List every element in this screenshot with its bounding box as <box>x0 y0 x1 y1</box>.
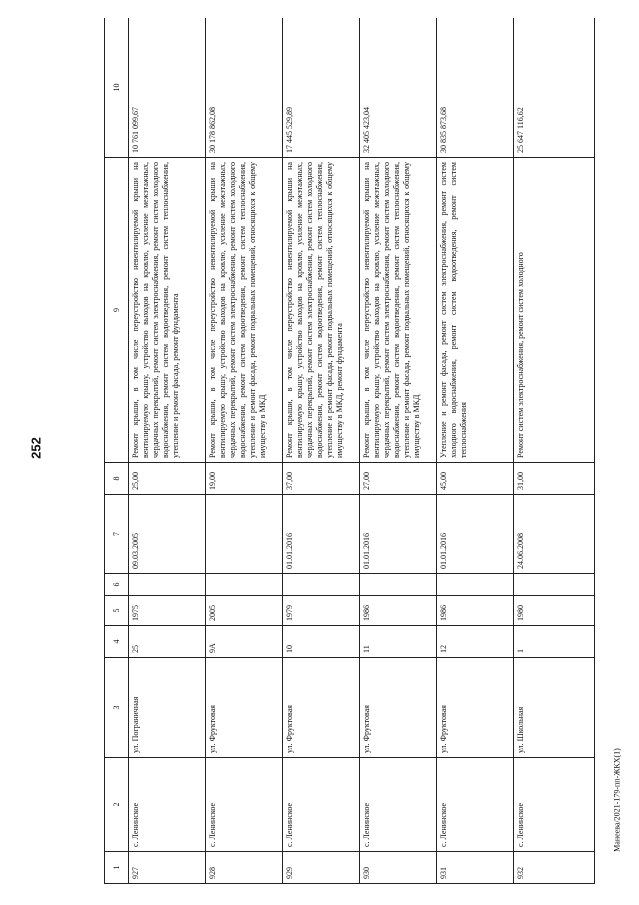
house-cell: 10 <box>283 626 360 658</box>
house-cell: 12 <box>437 626 514 658</box>
header-cell: 7 <box>105 495 129 574</box>
table-row <box>129 18 206 884</box>
header-cell: 9 <box>105 158 129 463</box>
header-cell: 5 <box>105 596 129 626</box>
empty-cell <box>129 574 206 596</box>
works-cell: Утепление и ремонт фасада, ремонт систем электроснабжения, ремонт систем холодного водоснабжения, ремонт систем водоотведения, ремонт систем теплоснабжения <box>437 158 514 463</box>
house-cell: 25 <box>129 626 206 658</box>
date-cell: 01.01.2016 <box>437 495 514 574</box>
cost-cell: 10 761 099,67 <box>129 18 206 158</box>
header-row <box>105 18 129 884</box>
year-cell: 1980 <box>514 596 595 626</box>
header-cell: 6 <box>105 574 129 596</box>
wear-percent-cell: 45,00 <box>437 463 514 495</box>
header-cell: 1 <box>105 852 129 884</box>
header-cell: 3 <box>105 658 129 758</box>
document-footer: Манеева/2021-179-пп-ЖКХ(1) <box>612 748 622 852</box>
empty-cell <box>437 574 514 596</box>
row-number: 927 <box>129 852 206 884</box>
row-number: 932 <box>514 852 595 884</box>
cost-cell: 25 647 116,62 <box>514 18 595 158</box>
row-number: 928 <box>206 852 283 884</box>
rotated-table-wrapper <box>104 18 595 884</box>
empty-cell <box>514 574 595 596</box>
date-cell <box>206 495 283 574</box>
locality-cell: с. Ленинское <box>206 758 283 852</box>
house-cell: 9А <box>206 626 283 658</box>
date-cell: 09.03.2005 <box>129 495 206 574</box>
works-cell: Ремонт крыши, в том числе переустройство невентилируемой крыши на вентилируемую крышу, устройство выходов на кровлю, усиление межэтажных, чердачных перекрытий, ремонт систем электроснабжения, ремонт систем холодного водоснабжения, ремонт систем водоотведения, ремонт систем теплоснабжения, утепление и ремонт фасада, ремонт фундамента <box>129 158 206 463</box>
table-row <box>437 18 514 884</box>
table-row <box>514 18 595 884</box>
wear-percent-cell: 37,00 <box>283 463 360 495</box>
street-cell: ул. Фруктовая <box>206 658 283 758</box>
wear-percent-cell: 31,00 <box>514 463 595 495</box>
street-cell: ул. Школьная <box>514 658 595 758</box>
locality-cell: с. Ленинское <box>360 758 437 852</box>
table-row <box>283 18 360 884</box>
cost-cell: 32 405 423,04 <box>360 18 437 158</box>
year-cell: 2005 <box>206 596 283 626</box>
year-cell: 1979 <box>283 596 360 626</box>
wear-percent-cell: 25,00 <box>129 463 206 495</box>
table-row <box>206 18 283 884</box>
year-cell: 1986 <box>360 596 437 626</box>
works-cell: Ремонт крыши, в том числе переустройство невентилируемой крыши на вентилируемую крышу, устройство выходов на кровлю, усиление межэтажных, чердачных перекрытий, ремонт систем электроснабжения, ремонт систем холодного водоснабжения, ремонт систем водоотведения, ремонт систем теплоснабжения, утепление и ремонт фасада, ремонт подвальных помещений, относящихся к общему имуществу в МКД <box>360 158 437 463</box>
year-cell: 1986 <box>437 596 514 626</box>
row-number: 931 <box>437 852 514 884</box>
locality-cell: с. Ленинское <box>514 758 595 852</box>
street-cell: ул. Фруктовая <box>360 658 437 758</box>
repair-program-table <box>104 18 595 884</box>
locality-cell: с. Ленинское <box>437 758 514 852</box>
works-cell: Ремонт систем электроснабжения, ремонт систем холодного <box>514 158 595 463</box>
locality-cell: с. Ленинское <box>283 758 360 852</box>
date-cell: 24.06.2008 <box>514 495 595 574</box>
row-number: 929 <box>283 852 360 884</box>
empty-cell <box>206 574 283 596</box>
header-cell: 10 <box>105 18 129 158</box>
year-cell: 1975 <box>129 596 206 626</box>
row-number: 930 <box>360 852 437 884</box>
house-cell: 11 <box>360 626 437 658</box>
table-viewport <box>104 18 595 884</box>
empty-cell <box>360 574 437 596</box>
wear-percent-cell: 19,00 <box>206 463 283 495</box>
locality-cell: с. Ленинское <box>129 758 206 852</box>
header-cell: 2 <box>105 758 129 852</box>
header-cell: 4 <box>105 626 129 658</box>
street-cell: ул. Фруктовая <box>283 658 360 758</box>
works-cell: Ремонт крыши, в том числе переустройство невентилируемой крыши на вентилируемую крышу, устройство выходов на кровлю, усиление межэтажных, чердачных перекрытий, ремонт систем электроснабжения, ремонт систем холодного водоснабжения, ремонт систем водоотведения, ремонт систем теплоснабжения, утепление и ремонт фасада, ремонт подвальных помещений, относящихся к общему имуществу в МКД <box>206 158 283 463</box>
date-cell: 01.01.2016 <box>360 495 437 574</box>
empty-cell <box>283 574 360 596</box>
works-cell: Ремонт крыши, в том числе переустройство невентилируемой крыши на вентилируемую крышу, устройство выходов на кровлю, усиление межэтажных, чердачных перекрытий, ремонт систем электроснабжения, ремонт систем холодного водоснабжения, ремонт систем водоотведения, ремонт систем теплоснабжения, утепление и ремонт фасада, ремонт подвальных помещений, относящихся к общему имуществу в МКД, ремонт фундамента <box>283 158 360 463</box>
page-number: 252 <box>28 437 44 459</box>
wear-percent-cell: 27,00 <box>360 463 437 495</box>
house-cell: 1 <box>514 626 595 658</box>
cost-cell: 30 178 862,08 <box>206 18 283 158</box>
cost-cell: 30 835 873,68 <box>437 18 514 158</box>
date-cell: 01.01.2016 <box>283 495 360 574</box>
table-row <box>360 18 437 884</box>
street-cell: ул. Пограничная <box>129 658 206 758</box>
cost-cell: 17 445 529,89 <box>283 18 360 158</box>
street-cell: ул. Фруктовая <box>437 658 514 758</box>
header-cell: 8 <box>105 463 129 495</box>
